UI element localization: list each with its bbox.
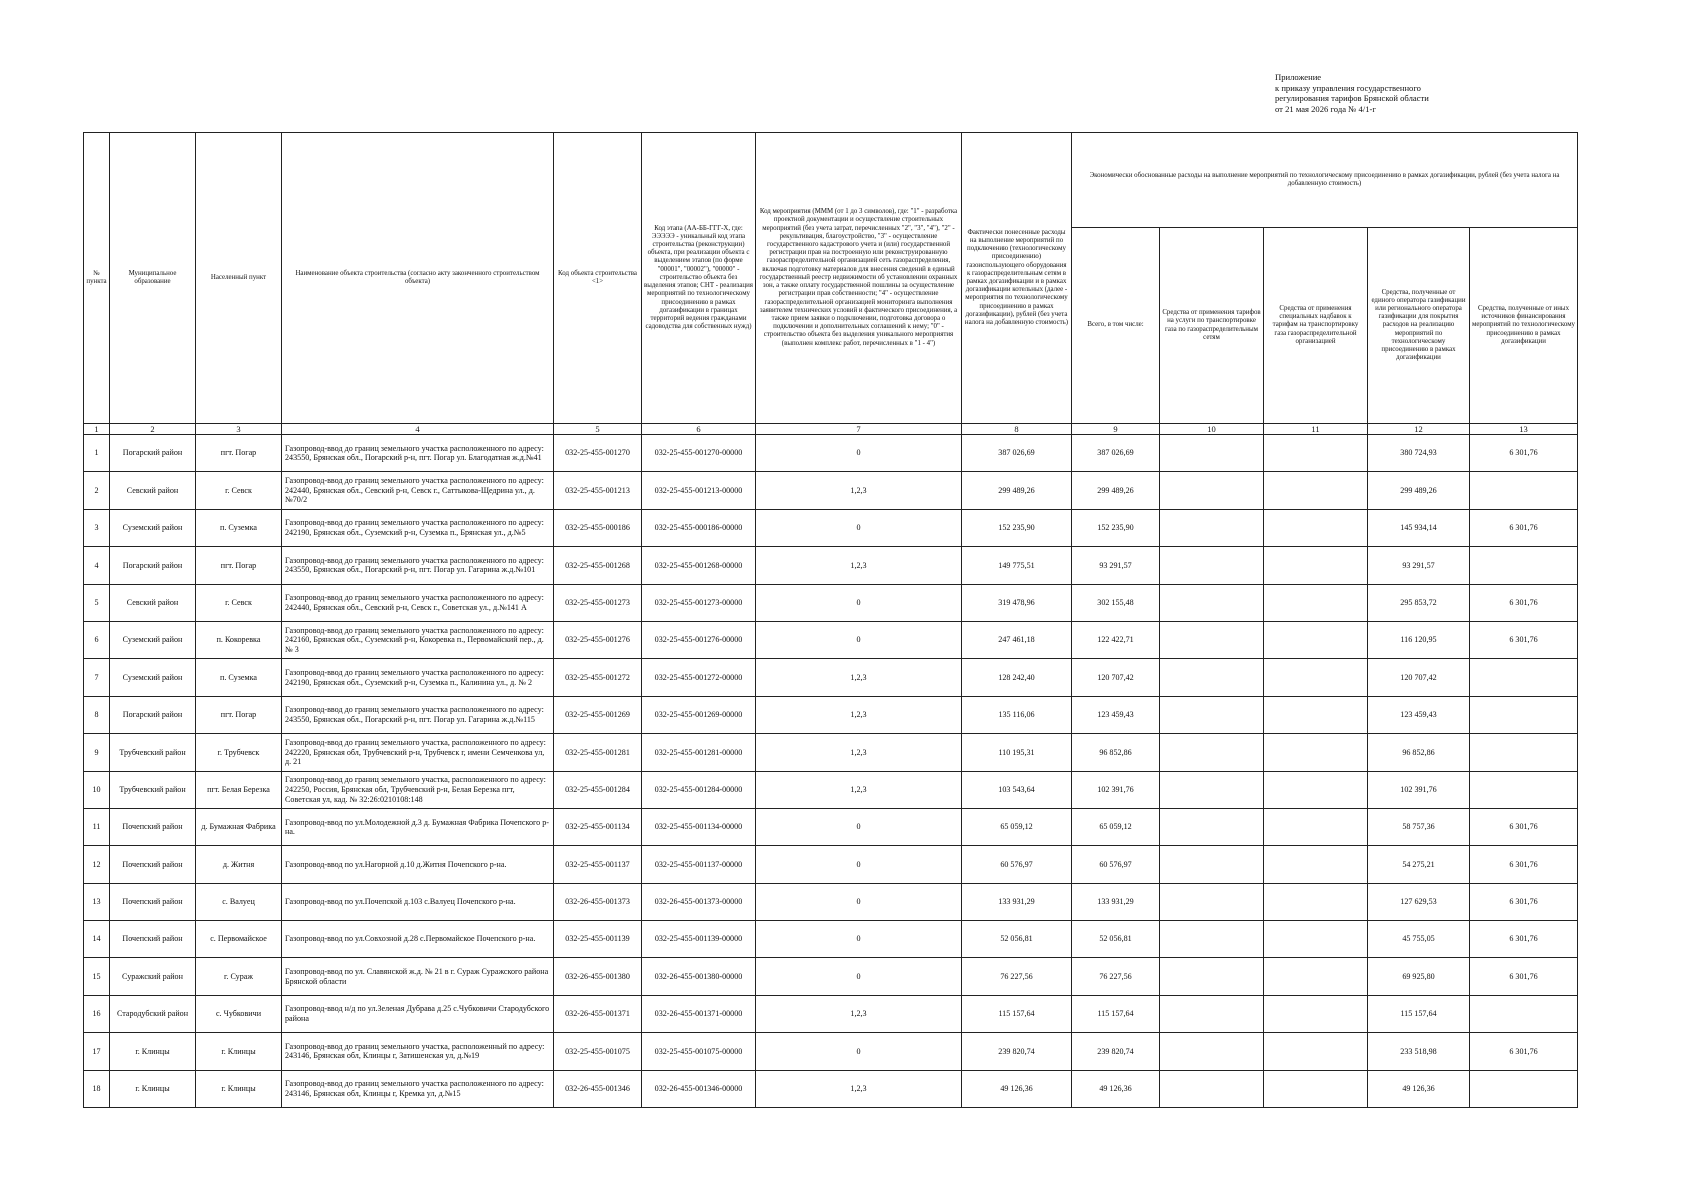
event-code-cell: 0 [756, 808, 962, 845]
settlement-cell: д. Бумажная Фабрика [196, 808, 282, 845]
object-code-cell: 032-26-455-001371 [554, 995, 642, 1032]
event-code-cell: 0 [756, 435, 962, 472]
col-header-event-code: Код мероприятия (МММ (от 1 до 3 символов), где: "1" - разработка проектной документации и осуществление строительных мероприятий (без учета затрат, перечисленных "2", "3", "4"), "2" - рекультивация, благоустройство, "3" - осуществление государственного кадастрового учета и (или) государственной регистрации прав на построенную или реконструированную газораспределительной организацией сеть газораспределения, включая подготовку материалов для внесения сведений в единый государственный реестр недвижимости об установлении охранных зон, а также оплату государственной пошлины за осуществление регистрации прав собственности; "4" - осуществление газораспределительной организацией мониторинга выполнения заявителем технических условий и фактического присоединения, а также прием заявки о подключении, подготовка договора о подключении и дополнительных соглашений к нему; "0" - строительство объекта без выделения уникального мероприятия (выполнен комплекс работ, перечисленных в "1 - 4") [756, 133, 962, 424]
settlement-cell: с. Валуец [196, 883, 282, 920]
object-name-cell: Газопровод-ввод по ул.Совхозной д.28 с.Первомайское Почепского р-на. [282, 921, 554, 958]
other-funds-cell: 6 301,76 [1470, 846, 1578, 883]
settlement-cell: с. Чубковичи [196, 995, 282, 1032]
tariff-funds-cell [1160, 659, 1264, 696]
stage-code-cell: 032-25-455-001270-00000 [642, 435, 756, 472]
settlement-cell: п. Кокоревка [196, 621, 282, 658]
other-funds-cell [1470, 547, 1578, 584]
other-funds-cell [1470, 771, 1578, 808]
total-costs-cell: 152 235,90 [1072, 509, 1160, 546]
col-header-actual-costs: Фактически понесенные расходы на выполнение мероприятий по подключению (технологическому присоединению) газоиспользующего оборудования к газораспределительным сетям в рамках догазификации и в рамках догазификации котельных (далее - мероприятия по технологическому присоединению в рамках догазификации), рублей (без учета налога на добавленную стоимость) [962, 133, 1072, 424]
column-number: 3 [196, 424, 282, 435]
object-name-cell: Газопровод-ввод по ул.Молодежной д.3 д. Бумажная Фабрика Почепского р-на. [282, 808, 554, 845]
row-number: 9 [84, 734, 110, 771]
column-number: 6 [642, 424, 756, 435]
municipality-cell: Суземский район [110, 621, 196, 658]
actual-costs-cell: 152 235,90 [962, 509, 1072, 546]
surcharge-funds-cell [1264, 659, 1368, 696]
other-funds-cell: 6 301,76 [1470, 808, 1578, 845]
operator-funds-cell: 96 852,86 [1368, 734, 1470, 771]
col-header-settlement: Населенный пункт [196, 133, 282, 424]
object-name-cell: Газопровод-ввод до границ земельного участка расположенного по адресу: 242190, Брянская обл., Суземский р-н, Суземка п., Калинина ул., д. № 2 [282, 659, 554, 696]
actual-costs-cell: 239 820,74 [962, 1033, 1072, 1070]
other-funds-cell: 6 301,76 [1470, 435, 1578, 472]
row-number: 4 [84, 547, 110, 584]
stage-code-cell: 032-25-455-001273-00000 [642, 584, 756, 621]
row-number: 15 [84, 958, 110, 995]
stage-code-cell: 032-25-455-001137-00000 [642, 846, 756, 883]
appendix-authority-line: регулирования тарифов Брянской области [1275, 93, 1429, 103]
surcharge-funds-cell [1264, 921, 1368, 958]
row-number: 2 [84, 472, 110, 509]
stage-code-cell: 032-26-455-001373-00000 [642, 883, 756, 920]
operator-funds-cell: 380 724,93 [1368, 435, 1470, 472]
object-code-cell: 032-25-455-001137 [554, 846, 642, 883]
municipality-cell: г. Клинцы [110, 1033, 196, 1070]
other-funds-cell: 6 301,76 [1470, 1033, 1578, 1070]
event-code-cell: 0 [756, 846, 962, 883]
other-funds-cell: 6 301,76 [1470, 883, 1578, 920]
settlement-cell: п. Суземка [196, 509, 282, 546]
total-costs-cell: 133 931,29 [1072, 883, 1160, 920]
total-costs-cell: 387 026,69 [1072, 435, 1160, 472]
surcharge-funds-cell [1264, 696, 1368, 733]
object-code-cell: 032-25-455-001284 [554, 771, 642, 808]
tariff-funds-cell [1160, 846, 1264, 883]
object-name-cell: Газопровод-ввод до границ земельного участка, расположенного по адресу: 242220, Брянская обл, Трубчевский р-н, Трубчевск г, имени Семченкова ул, д. 21 [282, 734, 554, 771]
total-costs-cell: 60 576,97 [1072, 846, 1160, 883]
table-row [84, 921, 1578, 958]
col-header-object-code: Код объекта строительства <1> [554, 133, 642, 424]
operator-funds-cell: 116 120,95 [1368, 621, 1470, 658]
actual-costs-cell: 387 026,69 [962, 435, 1072, 472]
total-costs-cell: 49 126,36 [1072, 1070, 1160, 1107]
event-code-cell: 1,2,3 [756, 1070, 962, 1107]
col-header-municipality: Муниципальное образование [110, 133, 196, 424]
operator-funds-cell: 49 126,36 [1368, 1070, 1470, 1107]
row-number: 5 [84, 584, 110, 621]
other-funds-cell: 6 301,76 [1470, 958, 1578, 995]
actual-costs-cell: 133 931,29 [962, 883, 1072, 920]
table-row [84, 958, 1578, 995]
settlement-cell: г. Клинцы [196, 1070, 282, 1107]
actual-costs-cell: 149 775,51 [962, 547, 1072, 584]
stage-code-cell: 032-25-455-001281-00000 [642, 734, 756, 771]
settlement-cell: п. Суземка [196, 659, 282, 696]
total-costs-cell: 93 291,57 [1072, 547, 1160, 584]
stage-code-cell: 032-25-455-001272-00000 [642, 659, 756, 696]
other-funds-cell: 6 301,76 [1470, 509, 1578, 546]
municipality-cell: Суземский район [110, 509, 196, 546]
event-code-cell: 1,2,3 [756, 659, 962, 696]
actual-costs-cell: 52 056,81 [962, 921, 1072, 958]
table-row [84, 621, 1578, 658]
object-name-cell: Газопровод-ввод до границ земельного участка расположенного по адресу: 243550, Брянская обл., Погарский р-н, пгт. Погар ул. Гагарина ж.д.№101 [282, 547, 554, 584]
table-row [84, 547, 1578, 584]
operator-funds-cell: 102 391,76 [1368, 771, 1470, 808]
stage-code-cell: 032-25-455-001134-00000 [642, 808, 756, 845]
event-code-cell: 1,2,3 [756, 771, 962, 808]
settlement-cell: г. Трубчевск [196, 734, 282, 771]
object-code-cell: 032-26-455-001373 [554, 883, 642, 920]
object-code-cell: 032-25-455-001281 [554, 734, 642, 771]
column-number-row [84, 424, 1578, 435]
event-code-cell: 0 [756, 1033, 962, 1070]
actual-costs-cell: 247 461,18 [962, 621, 1072, 658]
tariff-funds-cell [1160, 1070, 1264, 1107]
other-funds-cell: 6 301,76 [1470, 621, 1578, 658]
object-name-cell: Газопровод-ввод по ул.Почепской д.103 с.Валуец Почепского р-на. [282, 883, 554, 920]
actual-costs-cell: 49 126,36 [962, 1070, 1072, 1107]
object-code-cell: 032-25-455-001139 [554, 921, 642, 958]
other-funds-cell [1470, 696, 1578, 733]
other-funds-cell [1470, 734, 1578, 771]
object-name-cell: Газопровод-ввод до границ земельного участка расположенного по адресу: 242160, Брянская обл., Суземский р-н, Кокоревка п., Первомайский пер., д. № 3 [282, 621, 554, 658]
actual-costs-cell: 60 576,97 [962, 846, 1072, 883]
table-row [84, 659, 1578, 696]
tariff-funds-cell [1160, 995, 1264, 1032]
total-costs-cell: 122 422,71 [1072, 621, 1160, 658]
object-code-cell: 032-25-455-000186 [554, 509, 642, 546]
actual-costs-cell: 110 195,31 [962, 734, 1072, 771]
col-header-tariff-funds: Средства от применения тарифов на услуги по транспортировке газа по газораспределительным сетям [1160, 228, 1264, 424]
tariff-funds-cell [1160, 958, 1264, 995]
tariff-funds-cell [1160, 771, 1264, 808]
col-header-group-justified-costs: Экономически обоснованные расходы на выполнение мероприятий по технологическому присоединению в рамках догазификации, рублей (без учета налога на добавленную стоимость) [1072, 133, 1578, 228]
object-name-cell: Газопровод-ввод н/д по ул.Зеленая Дубрава д.25 с.Чубковичи Стародубского района [282, 995, 554, 1032]
table-row [84, 584, 1578, 621]
surcharge-funds-cell [1264, 1033, 1368, 1070]
object-name-cell: Газопровод-ввод по ул. Славянской ж.д. № 21 в г. Сураж Суражского района Брянской области [282, 958, 554, 995]
column-number: 1 [84, 424, 110, 435]
object-name-cell: Газопровод-ввод до границ земельного участка расположенного по адресу: 242440, Брянская обл., Севский р-н, Севск г., Саттыкова-Щедрина ул., д.№70/2 [282, 472, 554, 509]
stage-code-cell: 032-25-455-001213-00000 [642, 472, 756, 509]
col-header-stage-code: Код этапа (АА-ББ-ГГГ-Х, где: ЭЭЭЭЭ - уникальный код этапа строительства (реконструкции) объекта, при реализации объекта с выделением этапов (по форме "00001", "00002"), "00000" - строительство объекта без выделения этапов; СНТ - реализация мероприятий по технологическому присоединению в рамках догазификации в границах территорий ведения гражданами садоводства для собственных нужд) [642, 133, 756, 424]
tariff-funds-cell [1160, 472, 1264, 509]
municipality-cell: Суземский район [110, 659, 196, 696]
stage-code-cell: 032-26-455-001371-00000 [642, 995, 756, 1032]
row-number: 17 [84, 1033, 110, 1070]
row-number: 13 [84, 883, 110, 920]
event-code-cell: 1,2,3 [756, 696, 962, 733]
surcharge-funds-cell [1264, 472, 1368, 509]
actual-costs-cell: 76 227,56 [962, 958, 1072, 995]
other-funds-cell [1470, 472, 1578, 509]
event-code-cell: 0 [756, 883, 962, 920]
column-number: 10 [1160, 424, 1264, 435]
total-costs-cell: 302 155,48 [1072, 584, 1160, 621]
object-name-cell: Газопровод-ввод до границ земельного участка, расположенного по адресу: 242250, Россия, Брянская обл, Трубчевский р-н, Белая Березка пгт, Советская ул, кад. № 32:26:0210108:148 [282, 771, 554, 808]
actual-costs-cell: 319 478,96 [962, 584, 1072, 621]
surcharge-funds-cell [1264, 621, 1368, 658]
table-row [84, 1070, 1578, 1107]
event-code-cell: 0 [756, 621, 962, 658]
stage-code-cell: 032-25-455-001075-00000 [642, 1033, 756, 1070]
surcharge-funds-cell [1264, 734, 1368, 771]
municipality-cell: Погарский район [110, 435, 196, 472]
operator-funds-cell: 233 518,98 [1368, 1033, 1470, 1070]
municipality-cell: Севский район [110, 472, 196, 509]
municipality-cell: Суражский район [110, 958, 196, 995]
other-funds-cell: 6 301,76 [1470, 921, 1578, 958]
total-costs-cell: 65 059,12 [1072, 808, 1160, 845]
total-costs-cell: 76 227,56 [1072, 958, 1160, 995]
municipality-cell: Почепский район [110, 846, 196, 883]
row-number: 3 [84, 509, 110, 546]
row-number: 18 [84, 1070, 110, 1107]
municipality-cell: Почепский район [110, 883, 196, 920]
object-name-cell: Газопровод-ввод до границ земельного участка расположенного по адресу: 243550, Брянская обл., Погарский р-н, пгт. Погар ул. Благодатная ж.д.№41 [282, 435, 554, 472]
object-name-cell: Газопровод-ввод до границ земельного участка, расположенный по адресу: 243146, Брянская обл, Клинцы г, Затишенская ул, д.№19 [282, 1033, 554, 1070]
object-code-cell: 032-26-455-001380 [554, 958, 642, 995]
event-code-cell: 1,2,3 [756, 472, 962, 509]
surcharge-funds-cell [1264, 846, 1368, 883]
table-row [84, 1033, 1578, 1070]
table-row [84, 509, 1578, 546]
settlement-cell: г. Клинцы [196, 1033, 282, 1070]
other-funds-cell [1470, 1070, 1578, 1107]
operator-funds-cell: 127 629,53 [1368, 883, 1470, 920]
surcharge-funds-cell [1264, 547, 1368, 584]
column-number: 5 [554, 424, 642, 435]
total-costs-cell: 96 852,86 [1072, 734, 1160, 771]
column-number: 7 [756, 424, 962, 435]
tariff-funds-cell [1160, 547, 1264, 584]
total-costs-cell: 115 157,64 [1072, 995, 1160, 1032]
event-code-cell: 1,2,3 [756, 547, 962, 584]
stage-code-cell: 032-26-455-001346-00000 [642, 1070, 756, 1107]
object-code-cell: 032-25-455-001273 [554, 584, 642, 621]
col-header-surcharge-funds: Средства от применения специальных надбавок к тарифам на транспортировку газа газораспределительной организацией [1264, 228, 1368, 424]
tariff-funds-cell [1160, 808, 1264, 845]
operator-funds-cell: 58 757,36 [1368, 808, 1470, 845]
settlement-cell: пгт. Белая Березка [196, 771, 282, 808]
actual-costs-cell: 103 543,64 [962, 771, 1072, 808]
event-code-cell: 0 [756, 921, 962, 958]
surcharge-funds-cell [1264, 958, 1368, 995]
settlement-cell: пгт. Погар [196, 547, 282, 584]
municipality-cell: Почепский район [110, 808, 196, 845]
total-costs-cell: 123 459,43 [1072, 696, 1160, 733]
settlement-cell: г. Севск [196, 584, 282, 621]
column-number: 9 [1072, 424, 1160, 435]
tariff-funds-cell [1160, 1033, 1264, 1070]
other-funds-cell [1470, 659, 1578, 696]
table-row [84, 846, 1578, 883]
event-code-cell: 0 [756, 958, 962, 995]
operator-funds-cell: 120 707,42 [1368, 659, 1470, 696]
col-header-operator-funds: Средства, полученные от единого оператора газификации или регионального оператора газификации для покрытия расходов на реализацию мероприятий по технологическому присоединению в рамках догазификации [1368, 228, 1470, 424]
operator-funds-cell: 93 291,57 [1368, 547, 1470, 584]
row-number: 8 [84, 696, 110, 733]
object-code-cell: 032-25-455-001268 [554, 547, 642, 584]
actual-costs-cell: 65 059,12 [962, 808, 1072, 845]
total-costs-cell: 120 707,42 [1072, 659, 1160, 696]
actual-costs-cell: 128 242,40 [962, 659, 1072, 696]
surcharge-funds-cell [1264, 771, 1368, 808]
table-row [84, 771, 1578, 808]
total-costs-cell: 299 489,26 [1072, 472, 1160, 509]
tariff-funds-cell [1160, 883, 1264, 920]
table-row [84, 435, 1578, 472]
column-number: 2 [110, 424, 196, 435]
object-code-cell: 032-25-455-001276 [554, 621, 642, 658]
surcharge-funds-cell [1264, 584, 1368, 621]
row-number: 7 [84, 659, 110, 696]
costs-table [83, 132, 1578, 1108]
settlement-cell: с. Первомайское [196, 921, 282, 958]
municipality-cell: Трубчевский район [110, 771, 196, 808]
object-name-cell: Газопровод-ввод по ул.Нагорной д.10 д.Житня Почепского р-на. [282, 846, 554, 883]
tariff-funds-cell [1160, 509, 1264, 546]
appendix-order-line: к приказу управления государственного [1275, 82, 1421, 93]
surcharge-funds-cell [1264, 995, 1368, 1032]
object-code-cell: 032-25-455-001272 [554, 659, 642, 696]
surcharge-funds-cell [1264, 509, 1368, 546]
municipality-cell: г. Клинцы [110, 1070, 196, 1107]
total-costs-cell: 102 391,76 [1072, 771, 1160, 808]
table-row [84, 696, 1578, 733]
operator-funds-cell: 45 755,05 [1368, 921, 1470, 958]
settlement-cell: д. Житня [196, 846, 282, 883]
row-number: 6 [84, 621, 110, 658]
object-code-cell: 032-25-455-001213 [554, 472, 642, 509]
row-number: 10 [84, 771, 110, 808]
column-number: 4 [282, 424, 554, 435]
total-costs-cell: 239 820,74 [1072, 1033, 1160, 1070]
row-number: 12 [84, 846, 110, 883]
operator-funds-cell: 115 157,64 [1368, 995, 1470, 1032]
surcharge-funds-cell [1264, 883, 1368, 920]
row-number: 14 [84, 921, 110, 958]
event-code-cell: 1,2,3 [756, 995, 962, 1032]
object-code-cell: 032-25-455-001075 [554, 1033, 642, 1070]
stage-code-cell: 032-26-455-001380-00000 [642, 958, 756, 995]
actual-costs-cell: 299 489,26 [962, 472, 1072, 509]
object-code-cell: 032-26-455-001346 [554, 1070, 642, 1107]
column-number: 12 [1368, 424, 1470, 435]
tariff-funds-cell [1160, 921, 1264, 958]
object-name-cell: Газопровод-ввод до границ земельного участка расположенного по адресу: 242190, Брянская обл., Суземский р-н, Суземка п., Брянская ул., д.№5 [282, 509, 554, 546]
table-row [84, 995, 1578, 1032]
column-number: 13 [1470, 424, 1578, 435]
stage-code-cell: 032-25-455-001139-00000 [642, 921, 756, 958]
settlement-cell: пгт. Погар [196, 696, 282, 733]
total-costs-cell: 52 056,81 [1072, 921, 1160, 958]
row-number: 16 [84, 995, 110, 1032]
table-row [84, 472, 1578, 509]
tariff-funds-cell [1160, 584, 1264, 621]
table-row [84, 734, 1578, 771]
surcharge-funds-cell [1264, 1070, 1368, 1107]
col-header-object-name: Наименование объекта строительства (согласно акту законченного строительством объекта) [282, 133, 554, 424]
actual-costs-cell: 135 116,06 [962, 696, 1072, 733]
actual-costs-cell: 115 157,64 [962, 995, 1072, 1032]
municipality-cell: Погарский район [110, 696, 196, 733]
municipality-cell: Погарский район [110, 547, 196, 584]
appendix-date-line: от 21 мая 2026 года № 4/1-г [1275, 103, 1376, 114]
object-name-cell: Газопровод-ввод до границ земельного участка расположенного по адресу: 243146, Брянская обл, Клинцы г, Кремка ул, д.№15 [282, 1070, 554, 1107]
col-header-number: № пункта [84, 133, 110, 424]
municipality-cell: Севский район [110, 584, 196, 621]
surcharge-funds-cell [1264, 808, 1368, 845]
object-name-cell: Газопровод-ввод до границ земельного участка расположенного по адресу: 243550, Брянская обл., Погарский р-н, пгт. Погар ул. Гагарина ж.д.№115 [282, 696, 554, 733]
column-number: 11 [1264, 424, 1368, 435]
operator-funds-cell: 123 459,43 [1368, 696, 1470, 733]
row-number: 1 [84, 435, 110, 472]
appendix-header [1275, 72, 1635, 114]
col-header-other-funds: Средства, полученные от иных источников финансирования мероприятий по технологическому присоединению в рамках догазификации [1470, 228, 1578, 424]
table-row [84, 883, 1578, 920]
municipality-cell: Трубчевский район [110, 734, 196, 771]
event-code-cell: 0 [756, 509, 962, 546]
row-number: 11 [84, 808, 110, 845]
event-code-cell: 0 [756, 584, 962, 621]
object-code-cell: 032-25-455-001269 [554, 696, 642, 733]
operator-funds-cell: 145 934,14 [1368, 509, 1470, 546]
municipality-cell: Почепский район [110, 921, 196, 958]
operator-funds-cell: 295 853,72 [1368, 584, 1470, 621]
stage-code-cell: 032-25-455-001276-00000 [642, 621, 756, 658]
stage-code-cell: 032-25-455-001269-00000 [642, 696, 756, 733]
object-name-cell: Газопровод-ввод до границ земельного участка расположенного по адресу: 242440, Брянская обл., Севский р-н, Севск г., Советская ул., д.№141 А [282, 584, 554, 621]
settlement-cell: пгт. Погар [196, 435, 282, 472]
tariff-funds-cell [1160, 621, 1264, 658]
stage-code-cell: 032-25-455-001268-00000 [642, 547, 756, 584]
event-code-cell: 1,2,3 [756, 734, 962, 771]
stage-code-cell: 032-25-455-001284-00000 [642, 771, 756, 808]
object-code-cell: 032-25-455-001134 [554, 808, 642, 845]
object-code-cell: 032-25-455-001270 [554, 435, 642, 472]
tariff-funds-cell [1160, 696, 1264, 733]
tariff-funds-cell [1160, 435, 1264, 472]
column-number: 8 [962, 424, 1072, 435]
stage-code-cell: 032-25-455-000186-00000 [642, 509, 756, 546]
operator-funds-cell: 69 925,80 [1368, 958, 1470, 995]
settlement-cell: г. Сураж [196, 958, 282, 995]
table-row [84, 808, 1578, 845]
col-header-total: Всего, в том числе: [1072, 228, 1160, 424]
municipality-cell: Стародубский район [110, 995, 196, 1032]
operator-funds-cell: 54 275,21 [1368, 846, 1470, 883]
appendix-title: Приложение [1275, 72, 1322, 82]
operator-funds-cell: 299 489,26 [1368, 472, 1470, 509]
settlement-cell: г. Севск [196, 472, 282, 509]
tariff-funds-cell [1160, 734, 1264, 771]
other-funds-cell [1470, 995, 1578, 1032]
other-funds-cell: 6 301,76 [1470, 584, 1578, 621]
surcharge-funds-cell [1264, 435, 1368, 472]
